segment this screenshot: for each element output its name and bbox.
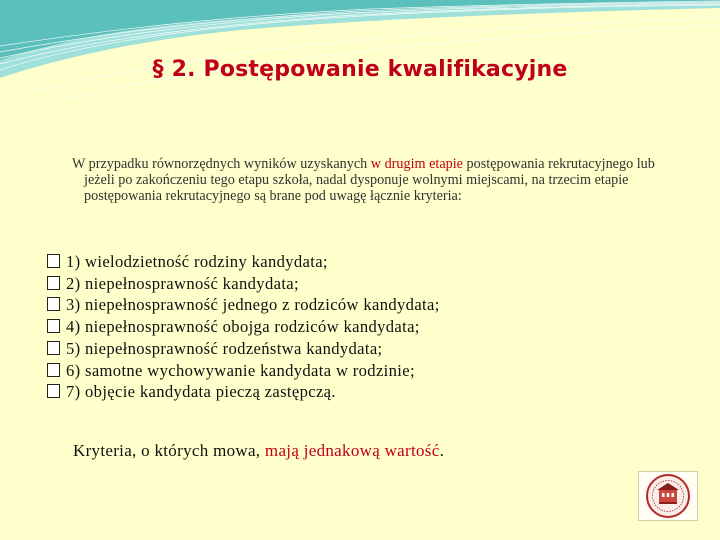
header-wave-decoration [0,0,720,110]
criteria-list [47,251,440,403]
criteria-item-text: 7) objęcie kandydata pieczą zastępczą. [66,382,336,402]
footer-text-end: . [439,441,445,460]
footer-text-start: Kryteria, o których mowa, [73,441,265,460]
checkbox-bullet-icon [47,341,60,355]
criteria-item-text: 1) wielodzietność rodziny kandydata; [66,252,328,271]
intro-text-start: W przypadku równorzędnych wyników uzyskanych [72,156,371,172]
criteria-item [47,338,440,360]
criteria-item-text: 4) niepełnosprawność obojga rodziców kandydata; [66,317,420,337]
criteria-item [47,360,440,382]
checkbox-bullet-icon [47,319,60,333]
checkbox-bullet-icon [47,276,60,290]
criteria-item-text: 5) niepełnosprawność rodzeństwa kandydata; [66,338,383,358]
intro-paragraph [72,156,674,205]
criteria-item [47,294,440,316]
footer-note [73,441,444,461]
criteria-item [47,381,440,403]
checkbox-bullet-icon [47,384,60,398]
intro-highlight: w drugim etapie [370,156,463,172]
slide-title: § 2. Postępowanie kwalifikacyjne [152,57,568,82]
checkbox-bullet-icon [47,363,60,377]
checkbox-bullet-icon [47,254,60,268]
intro-text-end: postępowania rekrutacyjnego lub jeżeli po zakończeniu tego etapu szkoła, nadal dysponuje wolnymi miejscami, na trzecim etapie postępowania rekrutacyjnego są brane pod uwagę łącznie kryteria: [84,156,655,205]
criteria-item-text: 6) samotne wychowywanie kandydata w rodzinie; [66,360,415,380]
checkbox-bullet-icon [47,297,60,311]
footer-highlight: mają jednakową wartość [264,441,440,460]
criteria-item [47,251,440,273]
criteria-item [47,316,440,338]
school-crest-icon [638,471,698,521]
criteria-item-text: 2) niepełnosprawność kandydata; [66,273,299,293]
criteria-item [47,273,440,295]
criteria-item-text: 3) niepełnosprawność jednego z rodziców kandydata; [66,295,440,315]
